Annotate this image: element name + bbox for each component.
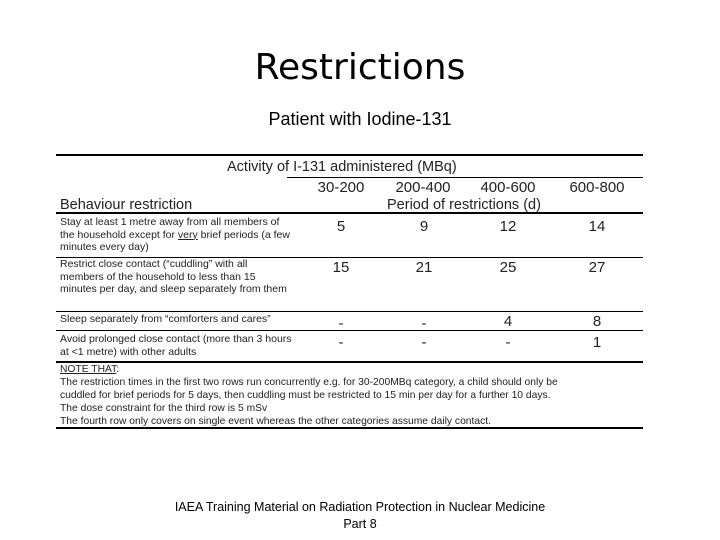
row-4-value-30-200: - bbox=[338, 334, 344, 351]
note-line-1: The restriction times in the first two rows run concurrently e.g. for 30-200MBq category, a child should only be bbox=[60, 377, 558, 388]
note-heading-colon: : bbox=[116, 364, 120, 375]
activity-header: Activity of I-131 administered (MBq) bbox=[227, 159, 457, 175]
row-2-value-30-200: 15 bbox=[332, 259, 350, 276]
row-1-value-30-200: 5 bbox=[336, 218, 346, 235]
footer-line-1: IAEA Training Material on Radiation Protection in Nuclear Medicine bbox=[174, 500, 546, 514]
column-header-600-800: 600-800 bbox=[569, 179, 625, 196]
row-2-value-600-800: 27 bbox=[588, 259, 606, 276]
note-line-3: The dose constraint for the third row is 5 mSv bbox=[60, 403, 268, 414]
table-rule-top bbox=[56, 154, 643, 156]
column-header-200-400: 200-400 bbox=[395, 179, 451, 196]
slide-subtitle: Patient with Iodine-131 bbox=[268, 109, 452, 129]
row-2-label: Restrict close contact (“cuddling” with all members of the household to less than 15 minutes per day, and sleep separately from them bbox=[60, 258, 287, 295]
note-heading-text: NOTE THAT bbox=[60, 364, 117, 375]
row-4-value-200-400: - bbox=[421, 334, 427, 351]
row-1-label-emphasis: very bbox=[177, 228, 198, 241]
table-rule-row4 bbox=[56, 361, 643, 363]
row-4-label: Avoid prolonged close contact (more than 3 hours at <1 metre) with other adults bbox=[60, 333, 292, 358]
row-1-value-400-600: 12 bbox=[499, 218, 517, 235]
activity-header-underline bbox=[287, 177, 643, 178]
row-1-label bbox=[60, 216, 292, 254]
note-line-4: The fourth row only covers on single event whereas the other categories assume daily contact. bbox=[60, 416, 491, 427]
restrictions-table bbox=[56, 154, 643, 430]
footer-line-2: Part 8 bbox=[343, 517, 377, 531]
column-header-30-200: 30-200 bbox=[317, 179, 365, 196]
note-line-2: cuddled for brief periods for 5 days, then cuddling must be restricted to 15 min per day for a further 10 days. bbox=[60, 390, 551, 401]
row-4-value-400-600: - bbox=[505, 334, 511, 351]
period-header: Period of restrictions (d) bbox=[387, 197, 541, 213]
slide-footer bbox=[0, 499, 720, 533]
row-1-value-600-800: 14 bbox=[588, 218, 606, 235]
table-rule-row2 bbox=[56, 311, 643, 312]
slide-title: Restrictions bbox=[254, 47, 466, 88]
row-3-value-600-800: 8 bbox=[592, 313, 602, 330]
row-1-label-end: brief periods (a few minutes every day) bbox=[60, 228, 290, 253]
column-header-400-600: 400-600 bbox=[480, 179, 536, 196]
behaviour-header: Behaviour restriction bbox=[60, 197, 193, 213]
row-3-value-400-600: 4 bbox=[503, 313, 513, 330]
row-1-value-200-400: 9 bbox=[419, 218, 429, 235]
row-3-label: Sleep separately from “comforters and cares” bbox=[60, 313, 271, 325]
row-1-label-start: Stay at least 1 metre away from all members of the household except for bbox=[60, 216, 280, 241]
row-3-value-200-400: - bbox=[421, 315, 427, 332]
row-4-value-600-800: 1 bbox=[592, 334, 602, 351]
row-3-value-30-200: - bbox=[338, 315, 344, 332]
row-2-value-400-600: 25 bbox=[499, 259, 517, 276]
note-heading bbox=[60, 363, 119, 376]
row-2-value-200-400: 21 bbox=[415, 259, 433, 276]
